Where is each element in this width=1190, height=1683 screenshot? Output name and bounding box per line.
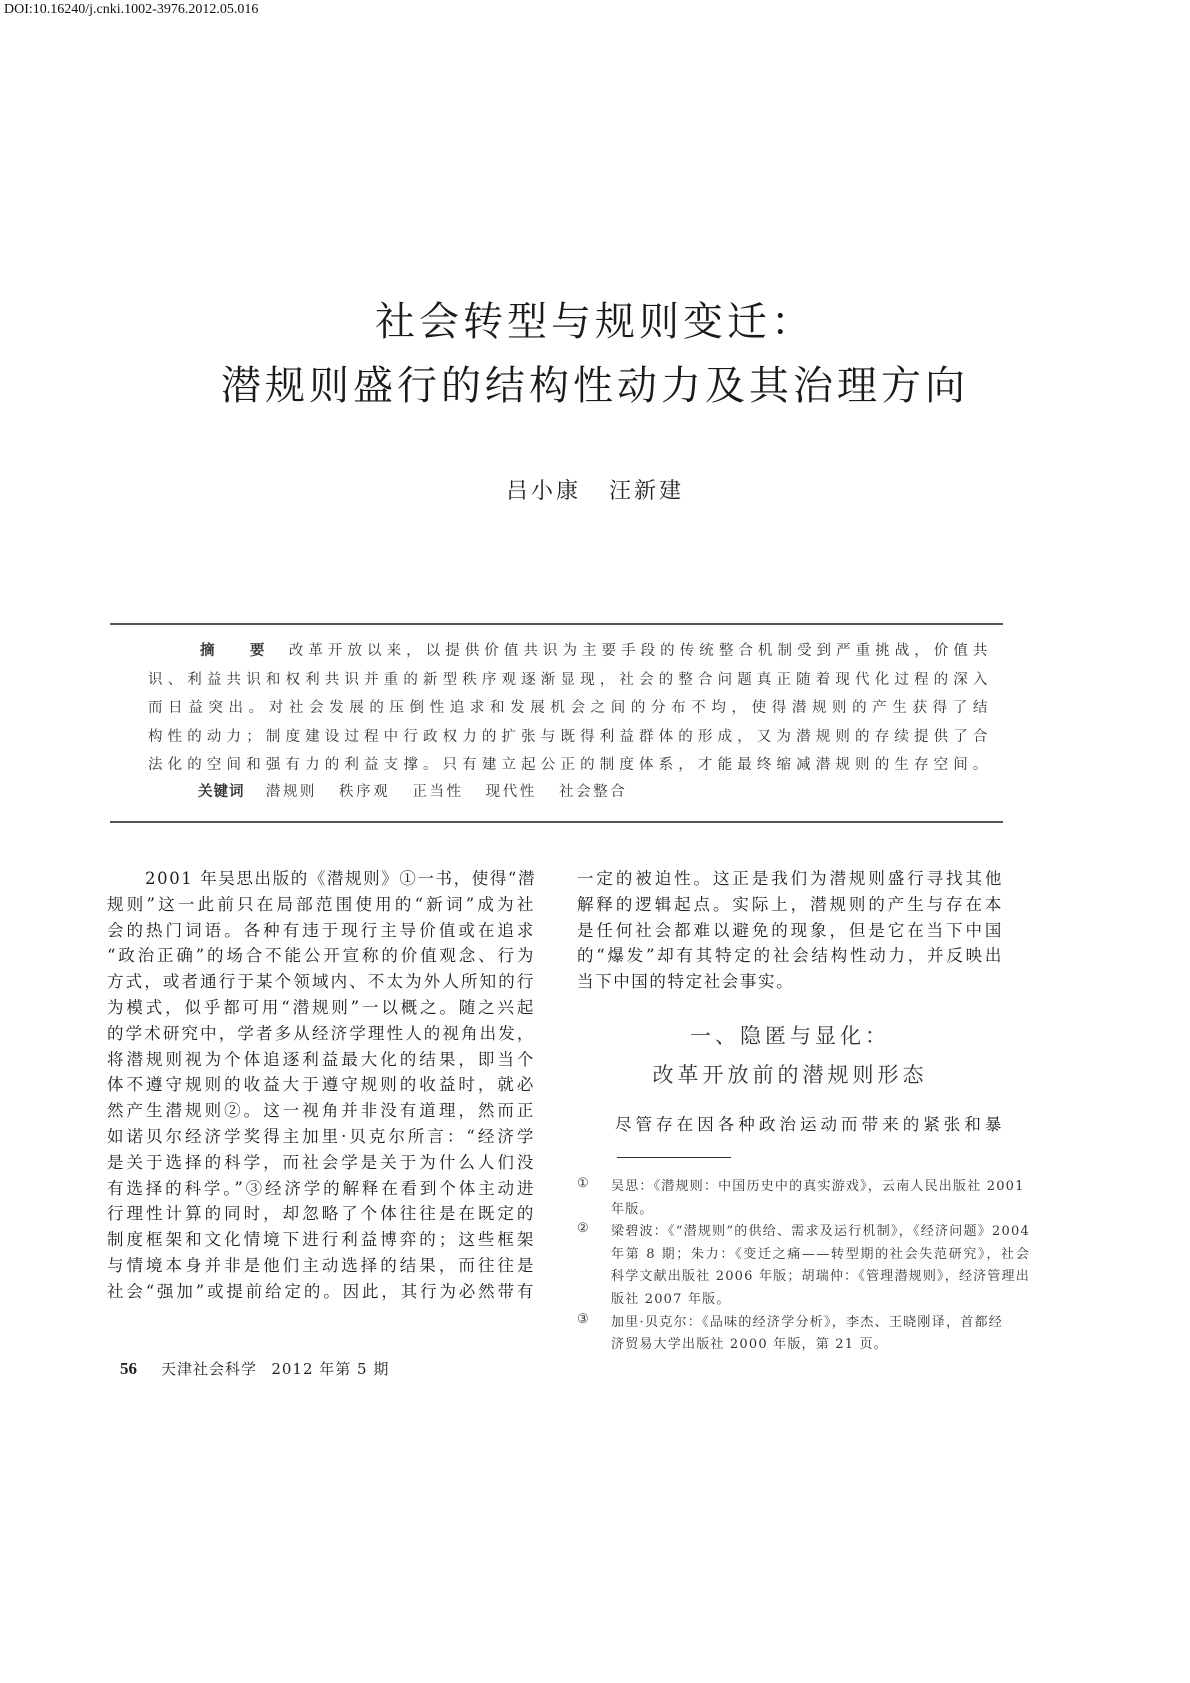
text-line: 然产生潜规则②。这一视角并非没有道理，然而正 [107, 1101, 535, 1121]
text-line: 体不遵守规则的收益大于遵守规则的收益时，就必 [107, 1075, 535, 1095]
footnote-number: ① [577, 1176, 589, 1191]
text-line: 方式，或者通行于某个领域内、不太为外人所知的行 [107, 972, 535, 992]
text-line: 为模式，似乎都可用“潜规则”一以概之。随之兴起 [107, 997, 535, 1017]
text-line: 与情境本身并非是他们主动选择的结果，而往往是 [107, 1255, 535, 1275]
text-line: “政治正确”的场合不能公开宣称的价值观念、行为 [107, 946, 535, 966]
journal-name: 天津社会科学 [161, 1360, 258, 1378]
title-line-2: 潜规则盛行的结构性动力及其治理方向 [221, 363, 969, 409]
abstract-bottom-rule [110, 821, 1003, 823]
text-line: 行理性计算的同时，却忽略了个体往往是在既定的 [107, 1204, 535, 1224]
abstract-line: 识、利益共识和权利共识并重的新型秩序观逐渐显现，社会的整合问题真正随着现代化过程的深入 [148, 671, 990, 688]
author: 吕小康 [505, 479, 581, 504]
text-line: 是关于选择的科学，而社会学是关于为什么人们没 [107, 1152, 535, 1172]
section-heading-line-2: 改革开放前的潜规则形态 [652, 1063, 928, 1087]
footnote-line: 年版。 [611, 1201, 654, 1217]
footnote-line: 加里·贝克尔：《品味的经济学分析》，李杰、王晓刚译，首都经 [611, 1314, 1003, 1330]
keyword: 秩序观 [339, 784, 391, 800]
footnote-rule [617, 1157, 731, 1158]
journal-issue: 2012 年第 5 期 [271, 1360, 390, 1378]
footnote-line: 科学文献出版社 2006 年版；胡瑞仲：《管理潜规则》，经济管理出 [611, 1269, 1030, 1285]
footnote-text [611, 1312, 1003, 1357]
abstract-top-rule [110, 623, 1003, 625]
footnote-line: 年第 8 期；朱力：《变迁之痛——转型期的社会失范研究》，社会 [611, 1246, 1030, 1262]
footnotes [577, 1176, 1030, 1357]
keyword: 现代性 [485, 784, 537, 800]
footnote-line: 版社 2007 年版。 [611, 1291, 731, 1307]
text-line: 制度框架和文化情境下进行利益博弈的；这些框架 [107, 1230, 535, 1250]
text-line: 2001 年吴思出版的《潜规则》①一书，使得“潜 [145, 869, 537, 888]
abstract-line: 法化的空间和强有力的利益支撑。只有建立起公正的制度体系，才能最终缩减潜规则的生存空间。 [148, 757, 990, 773]
abstract-line: 而日益突出。对社会发展的压倒性追求和发展机会之间的分布不均，使得潜规则的产生获得了结 [148, 700, 990, 716]
footnote-line: 吴思：《潜规则：中国历史中的真实游戏》，云南人民出版社 2001 [611, 1179, 1025, 1194]
text-line: 的“爆发”却有其特定的社会结构性动力，并反映出 [577, 946, 1003, 966]
footnote-text [611, 1221, 1030, 1311]
footnote-line: 梁碧波：《“潜规则”的供给、需求及运行机制》，《经济问题》2004 [611, 1224, 1030, 1240]
footnote-number: ③ [577, 1311, 589, 1327]
text-line: 社会“强加”或提前给定的。因此，其行为必然带有 [107, 1281, 535, 1301]
text-line: 会的热门词语。各种有违于现行主导价值或在追求 [107, 920, 535, 940]
section-paragraph [577, 1112, 1003, 1138]
footnote [577, 1221, 1030, 1311]
doi: DOI:10.16240/j.cnki.1002-3976.2012.05.016 [4, 2, 259, 17]
text-line: 规则”这一此前只在局部范围使用的“新词”成为社 [107, 894, 535, 914]
text-line: 的学术研究中，学者多从经济学理性人的视角出发， [107, 1023, 535, 1043]
footnote-text [611, 1176, 1025, 1221]
footnote [577, 1176, 1025, 1221]
authors [0, 474, 1190, 505]
text-line: 将潜规则视为个体追逐利益最大化的结果，即当个 [107, 1049, 535, 1069]
keywords [198, 780, 649, 801]
keywords-label: 关键词 [198, 784, 245, 800]
abstract-label: 摘 要 [200, 643, 275, 659]
abstract-line [154, 637, 990, 666]
abstract-line: 构性的动力；制度建设过程中行政权力的扩张与既得利益群体的形成，又为潜规则的存续提供了合 [148, 728, 990, 745]
keyword: 潜规则 [265, 784, 318, 800]
text-line: 有选择的科学。”③经济学的解释在看到个体主动进 [107, 1178, 535, 1198]
page-number: 56 [120, 1359, 137, 1378]
keyword: 社会整合 [558, 784, 628, 800]
right-column [577, 866, 1003, 995]
abstract [148, 637, 990, 780]
footnote [577, 1312, 1003, 1357]
text-line: 解释的逻辑起点。实际上，潜规则的产生与存在本 [577, 894, 1003, 914]
text-line: 当下中国的特定社会事实。 [577, 972, 795, 992]
keyword: 正当性 [412, 784, 464, 800]
text-line: 一定的被迫性。这正是我们为潜规则盛行寻找其他 [577, 869, 1003, 888]
author: 汪新建 [609, 479, 685, 504]
text-line: 是任何社会都难以避免的现象，但是它在当下中国 [577, 920, 1003, 940]
text-line: 尽管存在因各种政治运动而带来的紧张和暴 [615, 1115, 1003, 1134]
footnote-line: 济贸易大学出版社 2000 年版，第 21 页。 [611, 1337, 888, 1353]
footnote-number: ② [577, 1221, 589, 1237]
text-line: 如诺贝尔经济学奖得主加里·贝克尔所言：“经济学 [107, 1126, 535, 1146]
left-column [107, 866, 535, 1305]
abstract-text: 改革开放以来，以提供价值共识为主要手段的传统整合机制受到严重挑战，价值共 [288, 643, 990, 659]
title-line-1: 社会转型与规则变迁： [375, 299, 815, 345]
section-heading-line-1: 一、隐匿与显化： [690, 1024, 890, 1048]
page-footer [120, 1358, 389, 1379]
